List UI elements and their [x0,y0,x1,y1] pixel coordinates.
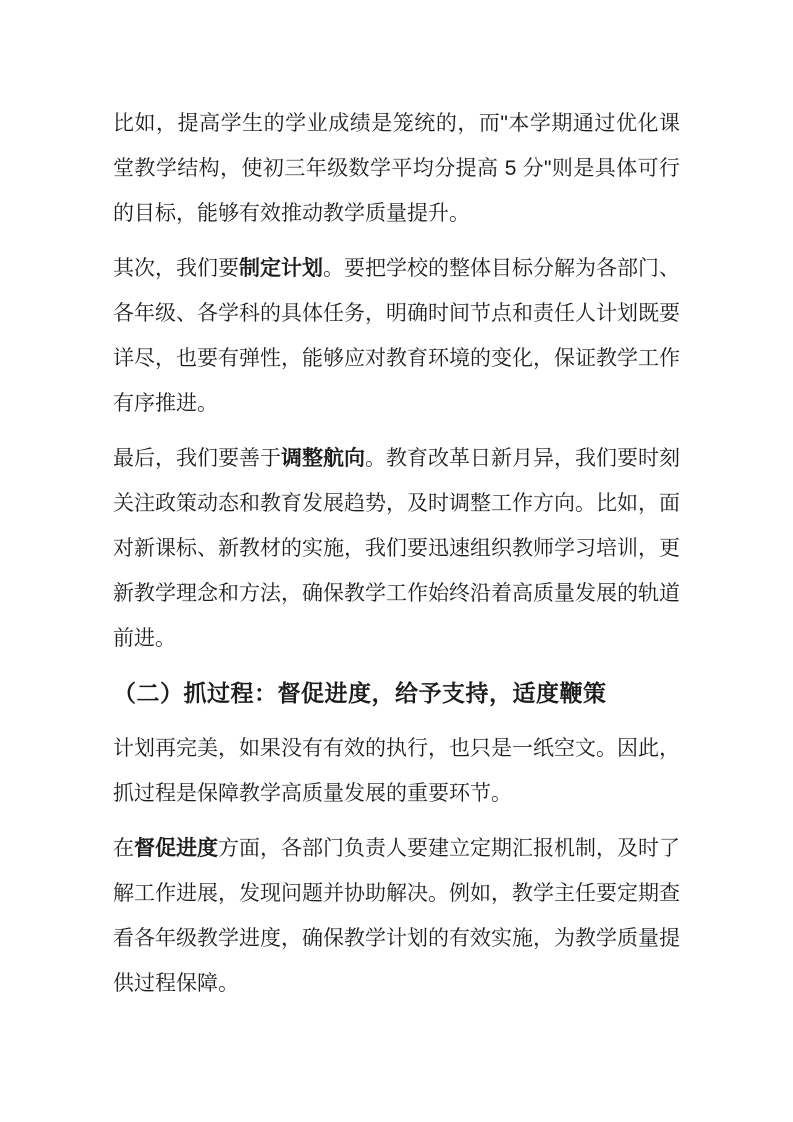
text-run: 方面，各部门负责人要建立定期汇报机制，及时了解工作进展，发现问题并协助解决。例如，教学主任要定期查看各年级教学进度，确保教学计划的有效实施，为教学质量提供过程保障。 [113,837,680,995]
bold-text-run: 督促进度 [134,837,218,860]
text-run: 在 [113,837,134,860]
text-run: 计划再完美，如果没有有效的执行，也只是一纸空文。因此，抓过程是保障教学高质量发展的重要环节。 [113,737,680,805]
text-run: 其次，我们要 [113,257,239,280]
text-run: 。要把学校的整体目标分解为各部门、各年级、各学科的具体任务，明确时间节点和责任人计划既要详尽，也要有弹性，能够应对教育环境的变化，保证教学工作有序推进。 [113,257,680,415]
body-paragraph [113,726,680,816]
body-paragraph [113,436,680,661]
body-paragraph [113,101,680,236]
bold-text-run: 制定计划 [239,257,323,280]
document-body [113,101,680,1006]
text-run: 比如，提高学生的学业成绩是笼统的，而"本学期通过优化课堂教学结构，使初三年级数学平均分提高 5 分"则是具体可行的目标，能够有效推动教学质量提升。 [113,112,680,225]
section-heading [113,671,680,716]
bold-text-run: （二）抓过程：督促进度，给予支持，适度鞭策 [113,680,607,706]
text-run: 最后，我们要善于 [113,447,281,470]
body-paragraph [113,246,680,426]
body-paragraph [113,826,680,1006]
text-run: 。教育改革日新月异，我们要时刻关注政策动态和教育发展趋势，及时调整工作方向。比如，面对新课标、新教材的实施，我们要迅速组织教师学习培训，更新教学理念和方法，确保教学工作始终沿着高质量发展的轨道前进。 [113,447,680,650]
bold-text-run: 调整航向 [281,447,365,470]
